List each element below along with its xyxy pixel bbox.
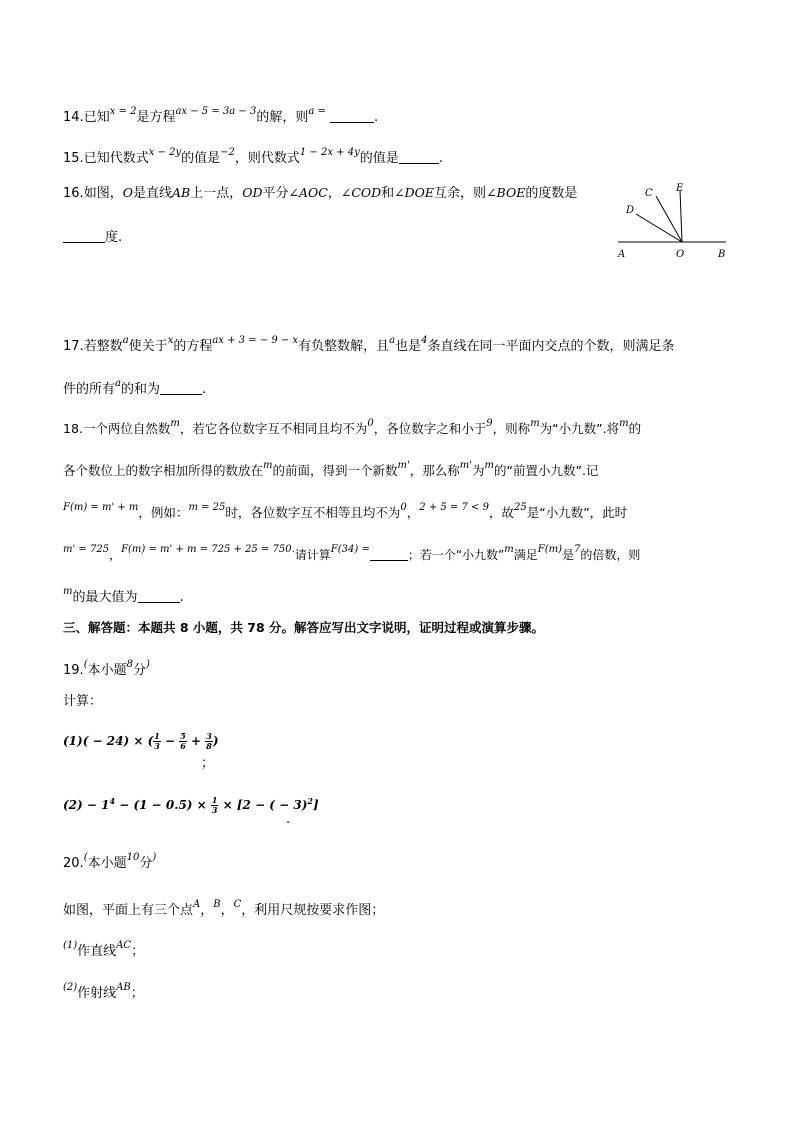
question-18-line4: $^{m' = 725}$，$^{F(m) = m' + m = 725 + 25 = 750.}$请计算$^{F(34) =}$ ；若一个“小九数”$^m$满足$^{F(m)}$是$^7$的倍数，则 [63, 544, 641, 562]
question-17-line2: 件的所有$^a$的和为 . [63, 378, 207, 397]
part1-end-mark: ； [201, 756, 215, 771]
ray-od [636, 214, 682, 242]
label-a: A [618, 249, 626, 260]
fraction-3-8: $\frac{3}{8}$ [206, 731, 212, 751]
question-19-header: 19.(本小题$^8$分) [63, 659, 150, 678]
question-18-line3: $^{F(m) = m' + m}$，例如：$^{m = 25}$时，各位数字互不相等且均不为$^0$，$^{2 + 5 = 7 < 9}$，故$^{25}$是“小九数”，此时 [63, 502, 628, 520]
question-18: 18.一个两位自然数$^m$，若它各位数字互不相同且均不为$^0$，各位数字之和小于$^9$，则称$^m$为“小九数”.将$^m$的 [63, 418, 642, 436]
part2-end-mark: . [286, 812, 291, 827]
ray-oc [656, 196, 682, 242]
answer-blank-17[interactable] [160, 382, 202, 395]
answer-blank-18a[interactable] [370, 548, 408, 561]
question-18-line2: 各个数位上的数字相加所得的数放在$^m$的前面，得到一个新数$^{m'}$，那么称$^{m'}$为$^m$的“前置小九数”.记 [63, 460, 599, 478]
label-b: B [718, 249, 726, 260]
fraction-5-6: $\frac{5}{6}$ [180, 731, 186, 751]
label-c: C [645, 188, 653, 199]
question-19-part1: (1)( − 24) × ( $\frac{1}{3}$ − $\frac{5}{6}$ + $\frac{3}{8}$ ) [63, 731, 219, 751]
question-20-intro: 如图，平面上有三个点$^A$，$^B$，$^C$，利用尺规按要求作图； [63, 899, 385, 918]
label-o: O [676, 249, 685, 260]
fraction-1-3: $\frac{1}{3}$ [154, 731, 160, 751]
question-19-part2: $(2) - 1^4 - (1 - 0.5)$ × $\frac{1}{3}$ × [2 − ( − 3)$^2$] [63, 795, 319, 815]
question-16-line2: 度. [63, 226, 122, 245]
question-16: 16.如图，O是直线AB上一点，OD平分∠AOC，∠COD和∠DOE互余，则∠BOE的度数是 [63, 185, 578, 201]
question-14: 14.已知$^{x = 2}$是方程$^{ax - 5 = 3a - 3}$的解，则$^{a =}$ . [63, 106, 379, 125]
answer-blank-14[interactable] [330, 110, 374, 123]
question-19-intro: 计算： [63, 694, 103, 709]
ray-oe [680, 190, 682, 242]
answer-blank-18b[interactable] [138, 590, 180, 603]
answer-blank-16[interactable] [63, 230, 105, 243]
answer-blank-15[interactable] [399, 151, 439, 164]
question-18-line5: $^m$的最大值为 . [63, 586, 184, 605]
label-e: E [676, 183, 684, 194]
section-3-heading: 三、解答题：本题共 8 小题，共 78 分。解答应写出文字说明，证明过程或演算步骤。 [63, 620, 545, 635]
fraction-1-3b: $\frac{1}{3}$ [211, 795, 218, 815]
question-20-step1: $^{(1)}$作直线$^{AC}$； [63, 940, 145, 959]
angle-figure-16 [612, 176, 740, 262]
question-20-step2: $^{(2)}$作射线$^{AB}$； [63, 982, 144, 1001]
question-20-header: 20.(本小题$^{10}$分) [63, 852, 157, 871]
label-d: D [626, 205, 635, 216]
question-15: 15.已知代数式$^{x - 2y}$的值是$^{-2}$，则代数式$^{1 - 2x + 4y}$的值是 . [63, 147, 443, 166]
question-17: 17.若整数$^a$使关于$^x$的方程$^{ax + 3 = - 9 - x}$有负整数解，且$^a$也是$^4$条直线在同一平面内交点的个数，则满足条 [63, 335, 675, 354]
